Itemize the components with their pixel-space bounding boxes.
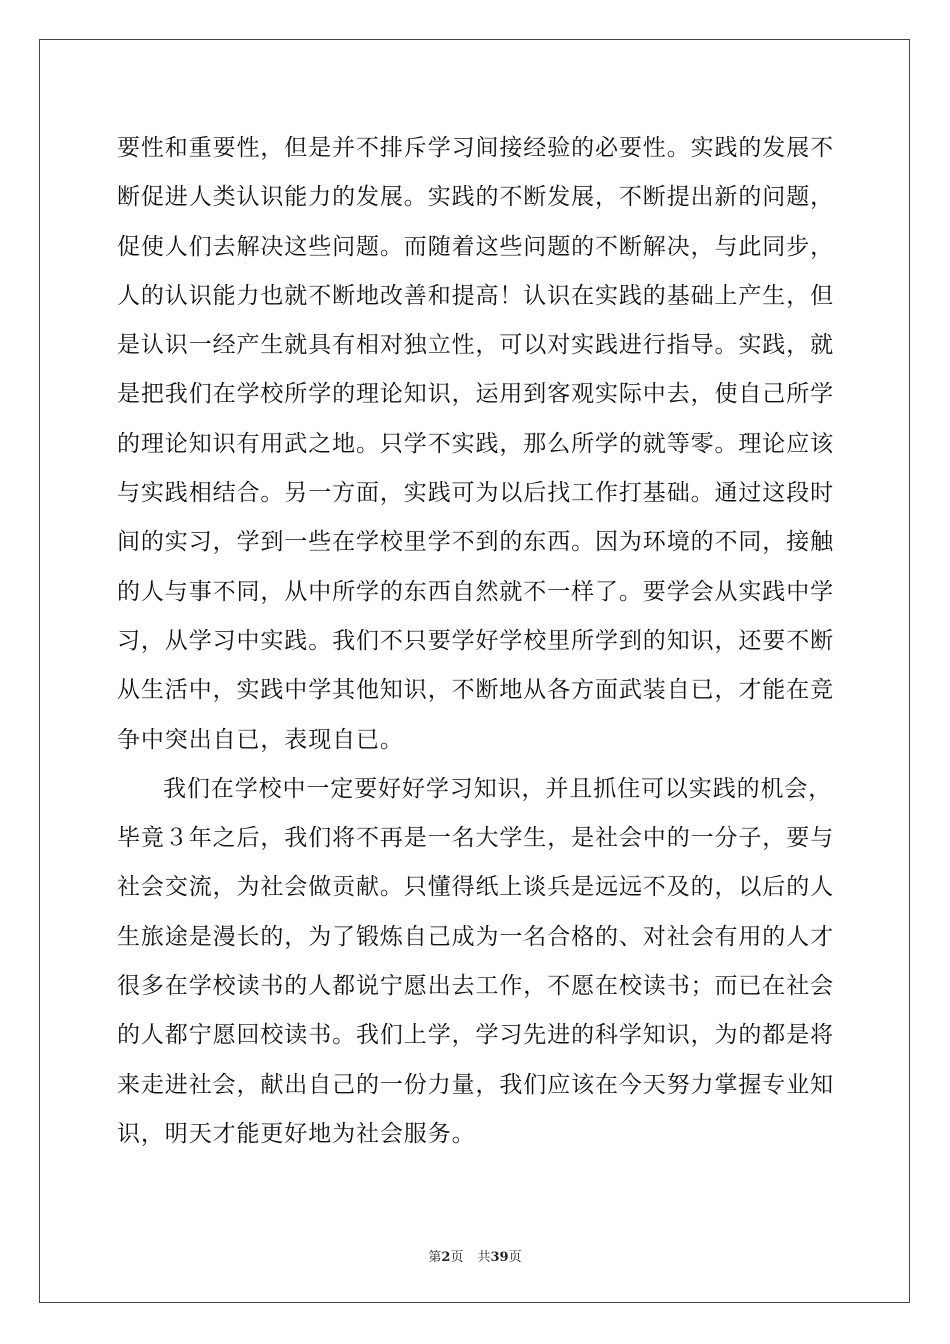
text-line: 毕竟３年之后，我们将不再是一名大学生，是社会中的一分子，要与 (117, 825, 834, 852)
text-line: 是认识一经产生就具有相对独立性，可以对实践进行指导。实践，就 (117, 332, 834, 359)
text-line: 生旅途是漫长的，为了锻炼自己成为一名合格的、对社会有用的人才 (117, 923, 834, 950)
text-line: 社会交流，为社会做贡献。只懂得纸上谈兵是远远不及的，以后的人 (117, 874, 834, 901)
text-line: 的人都宁愿回校读书。我们上学，学习先进的科学知识，为的都是将 (117, 1022, 834, 1049)
page-footer (0, 1246, 950, 1265)
text-line: 来走进社会，献出自己的一份力量，我们应该在今天努力掌握专业知 (117, 1071, 834, 1098)
text-line: 断促进人类认识能力的发展。实践的不断发展，不断提出新的问题， (117, 184, 834, 211)
text-line: 是把我们在学校所学的理论知识，运用到客观实际中去，使自己所学 (117, 381, 834, 408)
total-prefix: 共 (477, 1250, 491, 1265)
page-number: 2 (441, 1250, 451, 1265)
text-line: 争中突出自已，表现自已。 (117, 726, 404, 753)
text-line: 要性和重要性，但是并不排斥学习间接经验的必要性。实践的发展不 (117, 135, 834, 161)
page-suffix: 页 (450, 1250, 464, 1265)
total-suffix: 页 (508, 1250, 522, 1265)
text-line: 的理论知识有用武之地。只学不实践，那么所学的就等零。理论应该 (117, 430, 834, 457)
text-line: 很多在学校读书的人都说宁愿出去工作，不愿在校读书；而已在社会 (117, 973, 834, 1000)
text-line: 促使人们去解决这些问题。而随着这些问题的不断解决，与此同步， (117, 233, 834, 260)
text-line: 与实践相结合。另一方面，实践可为以后找工作打基础。通过这段时 (117, 480, 834, 507)
text-line: 从生活中，实践中学其他知识，不断地从各方面武装自已，才能在竞 (117, 677, 834, 704)
page-prefix: 第 (428, 1250, 442, 1265)
text-line: 间的实习，学到一些在学校里学不到的东西。因为环境的不同，接触 (117, 529, 834, 556)
paragraph-first-line: 我们在学校中一定要好好学习知识，并且抓住可以实践的机会， (163, 775, 833, 802)
text-line: 识，明天才能更好地为社会服务。 (117, 1120, 476, 1147)
document-body (117, 124, 841, 1159)
text-line: 习，从学习中实践。我们不只要学好学校里所学到的知识，还要不断 (117, 627, 834, 654)
text-line: 的人与事不同，从中所学的东西自然就不一样了。要学会从实践中学 (117, 578, 834, 605)
total-pages: 39 (490, 1250, 509, 1265)
text-line: 人的认识能力也就不断地改善和提高！认识在实践的基础上产生，但 (117, 282, 834, 309)
